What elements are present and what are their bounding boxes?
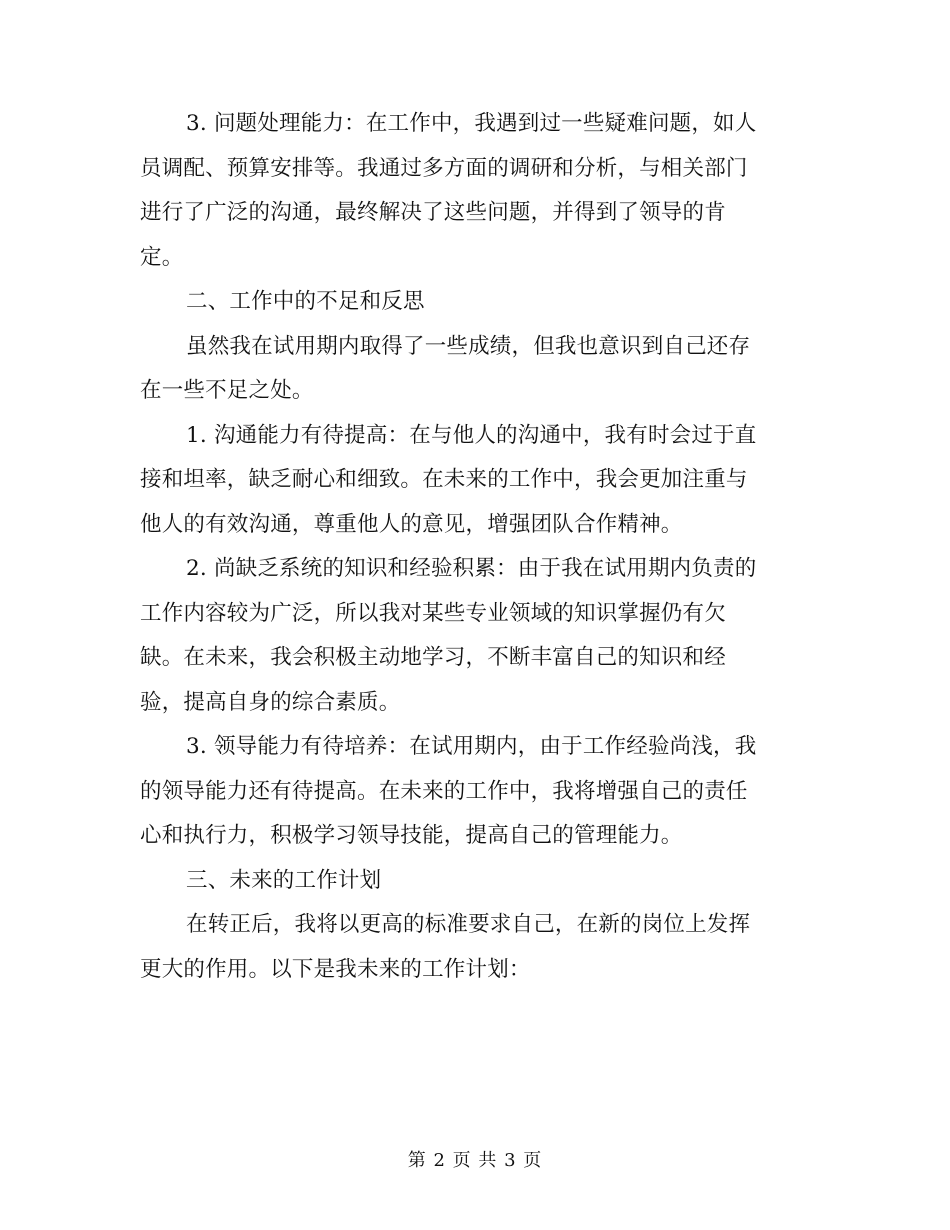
text-line: 接和坦率，缺乏耐心和细致。在未来的工作中，我会更加注重与 bbox=[140, 467, 748, 492]
text-line: 虽然我在试用期内取得了一些成绩，但我也意识到自己还存 bbox=[186, 333, 751, 359]
text-line: 他人的有效沟通，尊重他人的意见，增强团队合作精神。 bbox=[140, 511, 683, 537]
text-line: 3. 问题处理能力：在工作中，我遇到过一些疑难问题，如人 bbox=[186, 111, 757, 136]
text-line: 更大的作用。以下是我未来的工作计划： bbox=[140, 956, 531, 982]
text-line: 心和执行力，积极学习领导技能，提高自己的管理能力。 bbox=[140, 823, 683, 848]
text-line: 员调配、预算安排等。我通过多方面的调研和分析，与相关部门 bbox=[140, 155, 748, 181]
text-line: 在转正后，我将以更高的标准要求自己，在新的岗位上发挥 bbox=[186, 912, 751, 937]
page-number-footer: 第 2 页 共 3 页 bbox=[407, 1150, 543, 1171]
text-line: 工作内容较为广泛，所以我对某些专业领域的知识掌握仍有欠 bbox=[140, 600, 726, 626]
text-line: 1. 沟通能力有待提高：在与他人的沟通中，我有时会过于直 bbox=[186, 422, 757, 448]
paragraph-knowledge bbox=[140, 547, 808, 725]
paragraph-shortcomings-intro bbox=[140, 325, 808, 414]
section-heading-future-plan: 三、未来的工作计划 bbox=[186, 867, 382, 893]
text-line: 定。 bbox=[140, 244, 184, 270]
text-line: 缺。在未来，我会积极主动地学习，不断丰富自己的知识和经 bbox=[140, 645, 726, 670]
text-line: 在一些不足之处。 bbox=[140, 378, 314, 403]
paragraph-communication bbox=[140, 414, 808, 548]
section-heading-shortcomings: 二、工作中的不足和反思 bbox=[186, 289, 425, 314]
paragraph-problem-solving bbox=[140, 102, 808, 280]
text-line: 3. 领导能力有待培养：在试用期内，由于工作经验尚浅，我 bbox=[186, 734, 757, 759]
paragraph-leadership bbox=[140, 725, 808, 859]
text-line: 验，提高自身的综合素质。 bbox=[140, 689, 401, 715]
text-line: 的领导能力还有待提高。在未来的工作中，我将增强自己的责任 bbox=[140, 778, 748, 804]
paragraph-future-plan-intro bbox=[140, 903, 808, 992]
text-line: 进行了广泛的沟通，最终解决了这些问题，并得到了领导的肯 bbox=[140, 200, 726, 225]
document-body bbox=[140, 102, 808, 992]
text-line: 2. 尚缺乏系统的知识和经验积累：由于我在试用期内负责的 bbox=[186, 556, 757, 581]
